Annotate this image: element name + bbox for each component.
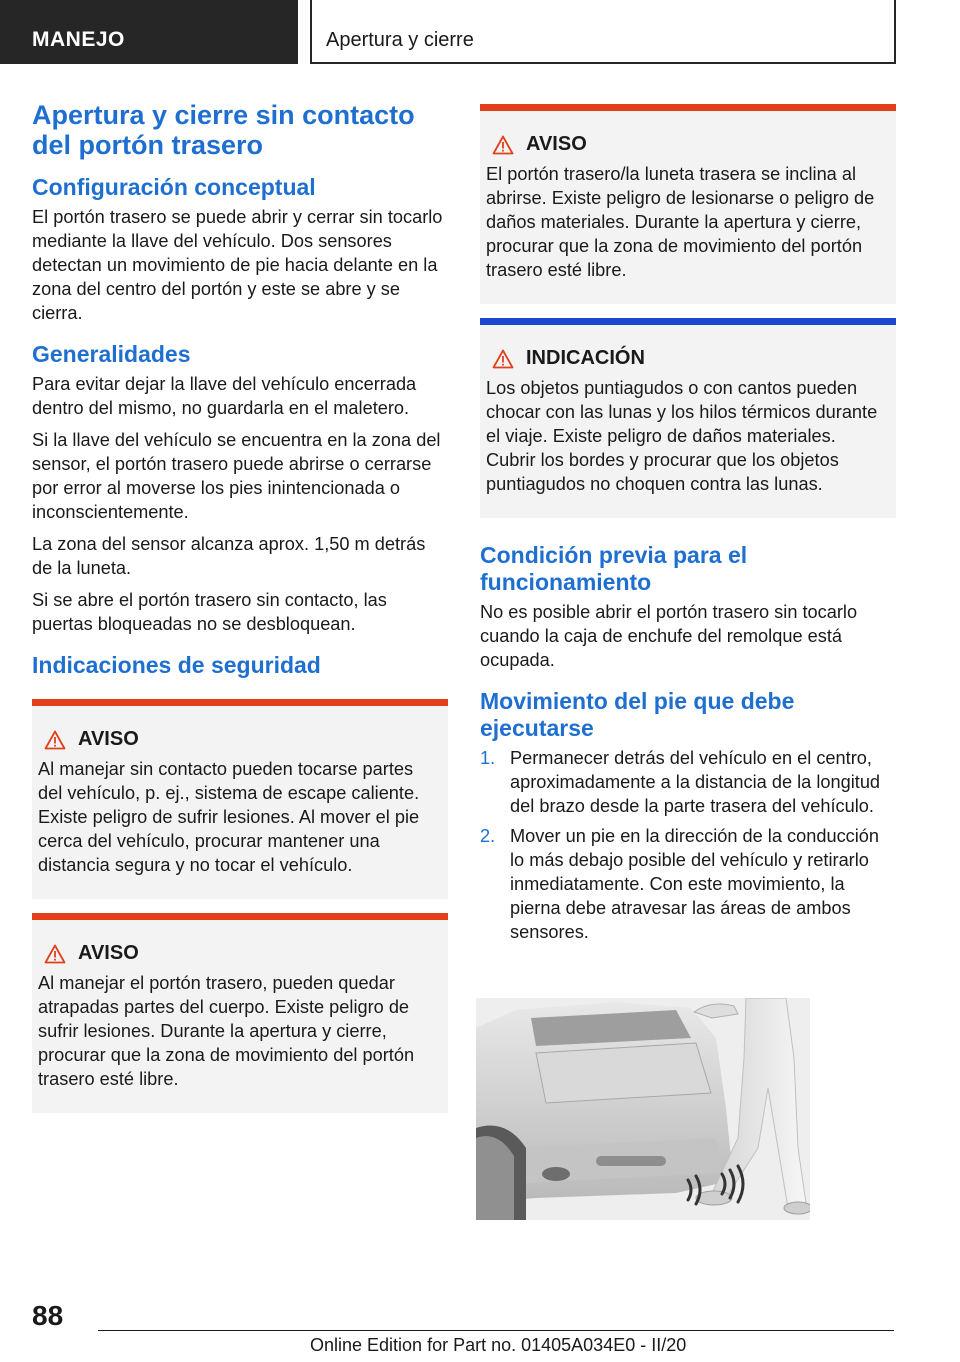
movement-steps — [480, 746, 896, 944]
header-section-label: MANEJO — [32, 28, 125, 51]
header-section-tab — [0, 0, 298, 64]
warning-triangle-icon — [492, 349, 514, 369]
step-number-2: 2. — [480, 826, 496, 846]
list-item — [480, 824, 896, 944]
step-text-2: Mover un pie en la dirección de la conducción lo más debajo posible del vehículo y retirarlo inmediatamente. Con este movimiento, la pierna debe atravesar las áreas de ambos sensores. — [510, 826, 880, 942]
section-concept — [32, 174, 448, 325]
warning-box-2 — [32, 913, 448, 1113]
step-number-1: 1. — [480, 748, 496, 768]
header-chapter-label: Apertura y cierre — [326, 29, 474, 51]
movement-heading: Movimiento del pie que debe ejecutarse — [480, 688, 795, 741]
warning-title-1 — [44, 728, 448, 751]
section-precondition — [480, 542, 896, 672]
tailgate-foot-gesture-illustration — [476, 998, 810, 1220]
general-text-3: La zona del sensor alcanza aprox. 1,50 m detrás de la luneta. — [32, 534, 426, 578]
general-heading: Generalidades — [32, 341, 191, 367]
general-text-4: Si se abre el portón trasero sin contacto, las puertas bloqueadas no se desbloquean. — [32, 590, 387, 634]
note-title-text: INDICACIÓN — [526, 347, 645, 369]
right-column — [480, 104, 896, 960]
section-general — [32, 341, 448, 636]
warning-box-1 — [32, 699, 448, 899]
general-text-2: Si la llave del vehículo se encuentra en la zona del sensor, el portón trasero puede abrirse o cerrarse por error al moverse los pies inintencionada o inconscientemente. — [32, 430, 441, 522]
warning-title-text-1: AVISO — [78, 728, 139, 750]
warning-text-1: Al manejar sin contacto pueden tocarse partes del vehículo, p. ej., sistema de escape caliente. Existe peligro de sufrir lesiones. Al mover el pie cerca del vehículo, procurar mantener una distancia segura y no tocar el vehículo. — [38, 759, 420, 875]
warning-triangle-icon — [492, 135, 514, 155]
step-text-1: Permanecer detrás del vehículo en el centro, aproximadamente a la distancia de la longitud del brazo desde la parte trasera del vehículo. — [510, 748, 881, 816]
page-number: 88 — [32, 1300, 64, 1331]
safety-heading: Indicaciones de seguridad — [32, 652, 321, 678]
footer-divider — [98, 1330, 894, 1331]
warning-text-3: El portón trasero/la luneta trasera se inclina al abrirse. Existe peligro de lesionarse o peligro de daños materiales. Durante la apertura y cierre, procurar que la zona de movimiento del portón trasero esté libre. — [486, 164, 875, 280]
concept-heading: Configuración conceptual — [32, 174, 316, 200]
note-text: Los objetos puntiagudos o con cantos pueden chocar con las lunas y los hilos térmicos durante el viaje. Existe peligro de daños materiales. Cubrir los bordes y procurar que los objetos puntiagudos no choquen contra las lunas. — [486, 378, 878, 494]
warning-title-2 — [44, 942, 448, 965]
warning-title-3 — [492, 133, 896, 156]
warning-title-text-3: AVISO — [526, 133, 587, 155]
note-box — [480, 318, 896, 518]
page-title: Apertura y cierre sin contacto del portón trasero — [32, 100, 415, 160]
warning-triangle-icon — [44, 730, 66, 750]
list-item — [480, 746, 896, 818]
section-movement — [480, 688, 896, 944]
concept-text: El portón trasero se puede abrir y cerrar sin tocarlo mediante la llave del vehículo. Dos sensores detectan un movimiento de pie hacia delante en la zona del centro del portón y este se abre y se cierra. — [32, 207, 443, 323]
precondition-heading: Condición previa para el funcionamiento — [480, 542, 748, 595]
warning-box-3 — [480, 104, 896, 304]
note-title — [492, 347, 896, 370]
general-text-1: Para evitar dejar la llave del vehículo encerrada dentro del mismo, no guardarla en el maletero. — [32, 374, 417, 418]
precondition-text: No es posible abrir el portón trasero sin tocarlo cuando la caja de enchufe del remolque está ocupada. — [480, 602, 858, 670]
left-column — [32, 100, 448, 1127]
warning-title-text-2: AVISO — [78, 942, 139, 964]
tailgate-illustration — [476, 998, 810, 1220]
footer-edition-text: Online Edition for Part no. 01405A034E0 - II/20 — [310, 1335, 687, 1355]
warning-triangle-icon — [44, 944, 66, 964]
warning-text-2: Al manejar el portón trasero, pueden quedar atrapadas partes del cuerpo. Existe peligro de sufrir lesiones. Durante la apertura y cierre, procurar que la zona de movimiento del portón trasero esté libre. — [38, 973, 415, 1089]
header-chapter-box — [310, 0, 896, 64]
